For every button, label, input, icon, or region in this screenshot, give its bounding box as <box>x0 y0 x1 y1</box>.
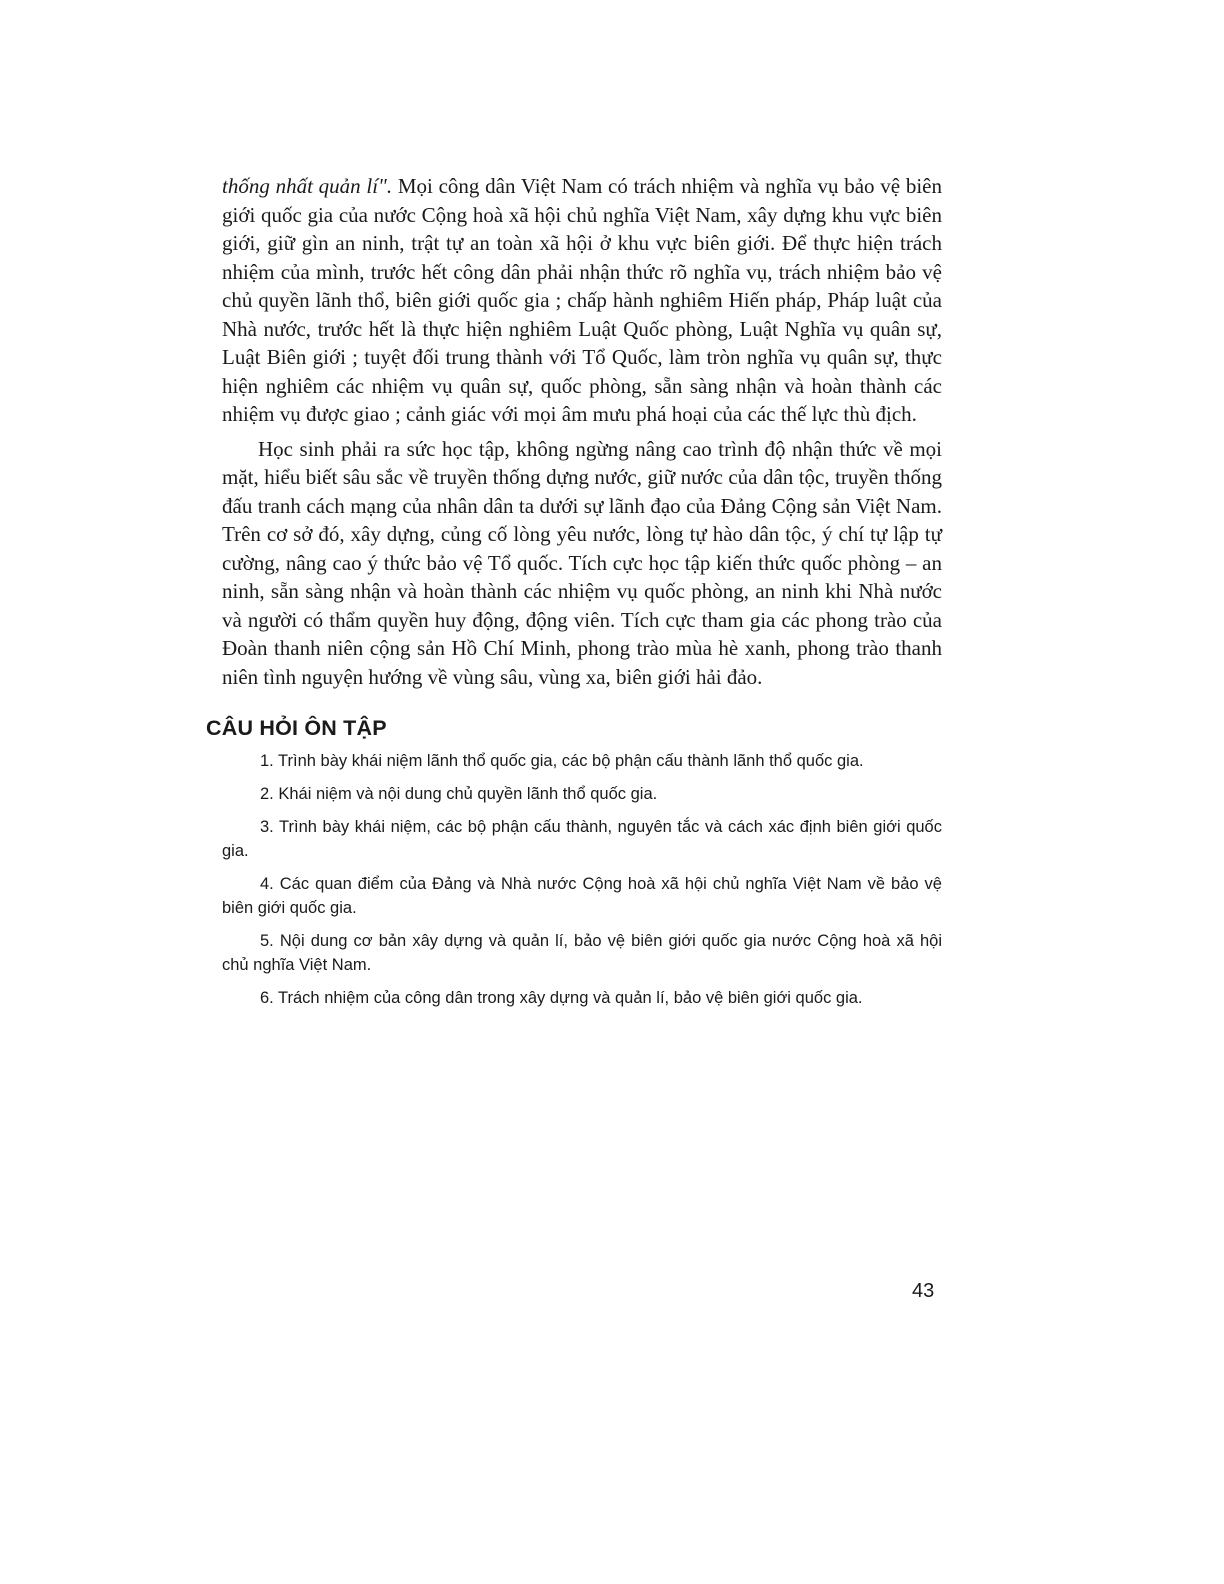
body-paragraph-1 <box>222 172 942 429</box>
review-question-4: 4. Các quan điểm của Đảng và Nhà nước Cộng hoà xã hội chủ nghĩa Việt Nam về bảo vệ biên giới quốc gia. <box>222 875 942 917</box>
review-question-1: 1. Trình bày khái niệm lãnh thổ quốc gia, các bộ phận cấu thành lãnh thổ quốc gia. <box>260 752 864 770</box>
body-paragraph-2: Học sinh phải ra sức học tập, không ngừng nâng cao trình độ nhận thức về mọi mặt, hiểu biết sâu sắc về truyền thống dựng nước, giữ nước của dân tộc, truyền thống đấu tranh cách mạng của nhân dân ta dưới sự lãnh đạo của Đảng Cộng sản Việt Nam. Trên cơ sở đó, xây dựng, củng cố lòng yêu nước, lòng tự hào dân tộc, ý chí tự lập tự cường, nâng cao ý thức bảo vệ Tổ quốc. Tích cực học tập kiến thức quốc phòng – an ninh, sẵn sàng nhận và hoàn thành các nhiệm vụ quốc phòng, an ninh khi Nhà nước và người có thẩm quyền huy động, động viên. Tích cực tham gia các phong trào của Đoàn thanh niên cộng sản Hồ Chí Minh, phong trào mùa hè xanh, phong trào thanh niên tình nguyện hướng về vùng sâu, vùng xa, biên giới hải đảo. <box>222 436 942 689</box>
review-questions-list <box>222 749 942 1010</box>
document-page <box>206 172 942 1019</box>
review-question-6: 6. Trách nhiệm của công dân trong xây dựng và quản lí, bảo vệ biên giới quốc gia. <box>260 989 863 1007</box>
body-paragraph-1-text: Mọi công dân Việt Nam có trách nhiệm và nghĩa vụ bảo vệ biên giới quốc gia của nước Cộng hoà xã hội chủ nghĩa Việt Nam, xây dựng khu vực biên giới, giữ gìn an ninh, trật tự an toàn xã hội ở khu vực biên giới. Để thực hiện trách nhiệm của mình, trước hết công dân phải nhận thức rõ nghĩa vụ, trách nhiệm bảo vệ chủ quyền lãnh thổ, biên giới quốc gia ; chấp hành nghiêm Hiến pháp, Pháp luật của Nhà nước, trước hết là thực hiện nghiêm Luật Quốc phòng, Luật Nghĩa vụ quân sự, Luật Biên giới ; tuyệt đối trung thành với Tổ Quốc, làm tròn nghĩa vụ quân sự, thực hiện nghiêm các nhiệm vụ quân sự, quốc phòng, sẵn sàng nhận và hoàn thành các nhiệm vụ được giao ; cảnh giác với mọi âm mưu phá hoại của các thế lực thù địch. <box>222 174 942 426</box>
review-questions-heading: CÂU HỎI ÔN TẬP <box>206 716 387 740</box>
review-question-2: 2. Khái niệm và nội dung chủ quyền lãnh thổ quốc gia. <box>260 785 658 803</box>
page-number: 43 <box>912 1280 935 1302</box>
review-question-5: 5. Nội dung cơ bản xây dựng và quản lí, bảo vệ biên giới quốc gia nước Cộng hoà xã hội chủ nghĩa Việt Nam. <box>222 932 942 974</box>
quote-ending: thống nhất quản lí". <box>222 174 393 198</box>
review-question-3: 3. Trình bày khái niệm, các bộ phận cấu thành, nguyên tắc và cách xác định biên giới quốc gia. <box>222 818 942 860</box>
